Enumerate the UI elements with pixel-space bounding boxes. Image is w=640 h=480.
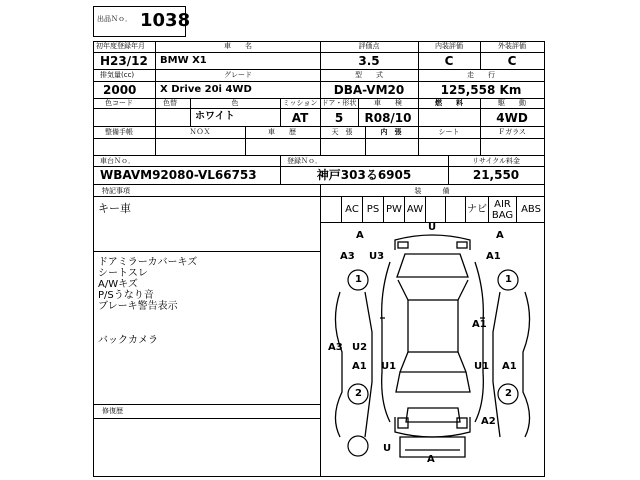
damage-a3-top: A3 xyxy=(340,251,355,262)
damage-a1-right: A1 xyxy=(502,361,517,372)
equip-blank xyxy=(425,197,445,222)
wheel-number-rr: 2 xyxy=(505,388,512,399)
note-item: ブレーキ警告表示 xyxy=(98,301,178,312)
cc-label: 排気量(cc) xyxy=(100,71,135,79)
repair-header: 修復歴 xyxy=(102,407,123,415)
damage-front-u: U xyxy=(428,222,437,233)
grid-line xyxy=(93,81,545,82)
grid-line xyxy=(358,98,359,126)
grid-line xyxy=(448,155,449,184)
recycle-label: リサイクル料金 xyxy=(471,157,521,165)
equip-ps: PS xyxy=(362,197,383,222)
grid-line xyxy=(155,41,156,98)
lot-label: 出品Ｎｏ． xyxy=(97,15,132,23)
damage-u1-right: U1 xyxy=(474,361,490,372)
grid-line xyxy=(245,126,246,155)
wheel-number-fl: 1 xyxy=(355,274,362,285)
grid-line xyxy=(93,418,320,419)
grid-line xyxy=(93,155,545,156)
inspection-label: 車 検 xyxy=(374,99,402,107)
notes-list xyxy=(98,258,197,313)
car-value: BMW X1 xyxy=(160,55,207,66)
exterior-value: C xyxy=(507,54,517,68)
equip-aw: AW xyxy=(404,197,425,222)
recycle-value: 21,550 xyxy=(472,168,520,182)
chassis-label: 車台Ｎｏ． xyxy=(100,157,135,165)
grid-line xyxy=(280,155,281,184)
drive-value: 4WD xyxy=(496,111,528,125)
damage-front-a: A xyxy=(356,230,364,241)
maint-label: 整備手帳 xyxy=(105,128,133,136)
fuel-label: 燃 料 xyxy=(435,99,463,107)
equip-navi: ナビ xyxy=(465,197,488,222)
damage-u1-left: U1 xyxy=(381,361,397,372)
grid-line xyxy=(155,126,156,155)
grid-line xyxy=(480,98,481,126)
exterior-label: 外装評価 xyxy=(498,42,526,50)
nox-label: ＮＯＸ xyxy=(189,128,211,136)
mileage-label: 走 行 xyxy=(467,71,495,79)
equip-ac: AC xyxy=(341,197,362,222)
grid-line xyxy=(480,41,481,69)
note-key: キー車 xyxy=(98,202,131,215)
note-item: ドアミラーカバーキズ xyxy=(98,257,198,268)
color-value: ホワイト xyxy=(195,111,235,122)
note-item: A/Wキズ xyxy=(98,279,138,290)
wheel-number-fr: 1 xyxy=(505,274,512,285)
grid-line xyxy=(93,138,545,139)
damage-u-bottom: U xyxy=(383,443,392,454)
grid-line xyxy=(93,184,545,185)
grid-line xyxy=(93,251,320,252)
damage-a1-mid: A1 xyxy=(472,319,487,330)
mileage-value: 125,558 Km xyxy=(440,83,522,97)
grid-line xyxy=(155,98,156,126)
grid-line xyxy=(280,98,281,126)
grid-line xyxy=(93,69,545,70)
damage-a2: A2 xyxy=(481,416,496,427)
sunroof-label: 天 張 xyxy=(331,128,353,136)
grade-value: X Drive 20i 4WD xyxy=(160,84,252,95)
grid-line xyxy=(93,98,545,99)
color-label: 色 xyxy=(231,99,239,107)
interior-value: C xyxy=(444,54,454,68)
damage-a3-mid: A3 xyxy=(328,342,343,353)
year-label: 初年度登録年月 xyxy=(96,42,145,50)
equip-pw: PW xyxy=(383,197,404,222)
score-label: 評価点 xyxy=(358,42,380,50)
car-label: 車 名 xyxy=(224,42,252,50)
grid-line xyxy=(93,166,545,167)
damage-a-bottom: A xyxy=(427,454,435,465)
drive-label: 駆 動 xyxy=(498,99,526,107)
reg-value: 神戸303る6905 xyxy=(316,168,412,182)
grid-line xyxy=(418,98,419,126)
door-value: 5 xyxy=(334,111,344,125)
damage-a1-top-right: A1 xyxy=(486,251,501,262)
equip-blank xyxy=(445,197,465,222)
interior-trim-label: 内 張 xyxy=(380,128,402,136)
note-item: P/Sうなり音 xyxy=(98,290,154,301)
year-value: H23/12 xyxy=(100,54,148,68)
grid-line xyxy=(480,126,481,155)
equip-abs: ABS xyxy=(516,197,545,222)
notes-header: 特記事項 xyxy=(102,187,130,195)
note-camera: バックカメラ xyxy=(98,335,158,346)
cc-value: 2000 xyxy=(103,83,137,97)
glass-label: Ｆガラス xyxy=(498,128,526,136)
grid-line xyxy=(320,41,321,98)
model-label: 型 式 xyxy=(355,71,383,79)
grid-line xyxy=(418,69,419,98)
grid-line xyxy=(93,404,320,405)
wheel-number-rl: 2 xyxy=(355,388,362,399)
history-label: 車 歴 xyxy=(268,128,296,136)
inspection-value: R08/10 xyxy=(364,111,412,125)
equip-airbag: AIR BAG xyxy=(488,197,516,222)
lot-number: 1038 xyxy=(140,10,191,31)
model-value: DBA-VM20 xyxy=(333,83,405,97)
grade-label: グレード xyxy=(224,71,252,79)
equipment-header: 装 備 xyxy=(414,187,450,195)
grid-line xyxy=(418,126,419,155)
mission-value: AT xyxy=(291,111,309,125)
interior-label: 内装評価 xyxy=(435,42,463,50)
mission-label: ミッション xyxy=(282,99,318,107)
damage-u2: U2 xyxy=(352,342,368,353)
score-value: 3.5 xyxy=(358,54,380,68)
grid-line xyxy=(365,126,366,155)
grid-line xyxy=(93,108,545,109)
chassis-value: WBAVM92080-VL66753 xyxy=(100,168,257,182)
grid-line xyxy=(190,98,191,126)
note-item: シートスレ xyxy=(98,268,148,279)
door-label: ドア・形状 xyxy=(321,99,357,107)
damage-u3: U3 xyxy=(369,251,385,262)
seat-label: シート xyxy=(438,128,460,136)
reg-label: 登録Ｎｏ． xyxy=(287,157,322,165)
grid-line xyxy=(418,41,419,69)
damage-front-right-a: A xyxy=(496,230,504,241)
colorcode-label: 色コード xyxy=(105,99,133,107)
grid-line xyxy=(93,126,545,127)
grid-line xyxy=(320,126,321,155)
trimcolor-label: 色替 xyxy=(163,99,177,107)
grid-line xyxy=(93,52,545,53)
damage-a1-left: A1 xyxy=(352,361,367,372)
